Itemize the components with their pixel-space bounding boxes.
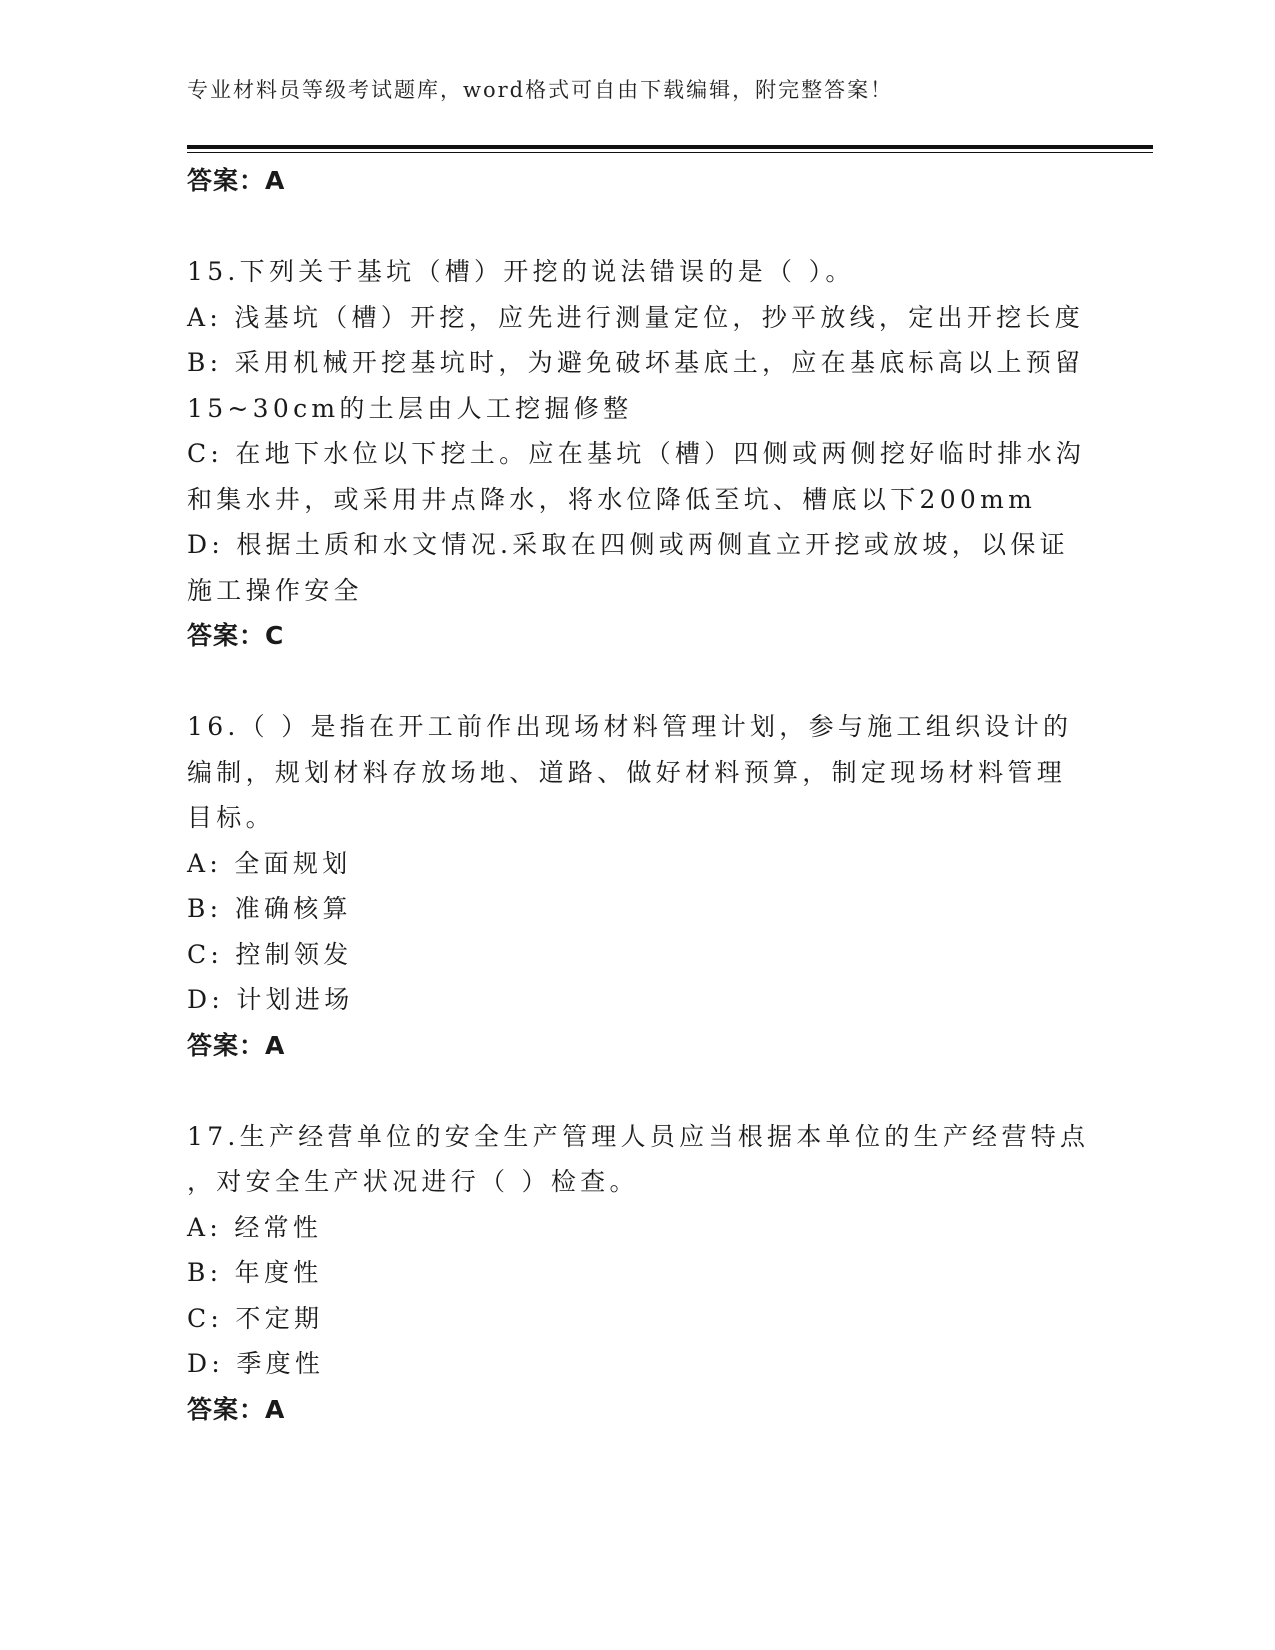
question-line: 和集水井，或采用井点降水，将水位降低至坑、槽底以下200mm (187, 484, 1037, 514)
answer-line: 答案：A (187, 1030, 286, 1060)
question-line: 目标。 (187, 803, 275, 832)
page-header: 专业材料员等级考试题库，word格式可自由下载编辑，附完整答案！ (187, 78, 894, 102)
blank-line (187, 1068, 1087, 1114)
question-line: 15~30cm的土层由人工挖掘修整 (187, 393, 633, 423)
question-line: 17.生产经营单位的安全生产管理人员应当根据本单位的生产经营特点 (187, 1121, 1090, 1151)
question-line: B: 采用机械开挖基坑时，为避免破坏基底土，应在基底标高以上预留 (187, 348, 1085, 377)
header-rule-thin (187, 152, 1153, 153)
question-line: 施工操作安全 (187, 575, 363, 605)
question-line: 15.下列关于基坑（槽）开挖的说法错误的是（ ）。 (187, 257, 855, 286)
question-line: C: 控制领发 (187, 939, 353, 969)
answer-line: 答案：C (187, 621, 285, 650)
question-line: D: 季度性 (187, 1349, 325, 1378)
blank-line (187, 659, 1087, 705)
question-line: C: 在地下水位以下挖土。应在基坑（槽）四侧或两侧挖好临时排水沟 (187, 439, 1086, 468)
question-line: D: 根据土质和水文情况.采取在四侧或两侧直立开挖或放坡，以保证 (187, 530, 1069, 559)
question-content (187, 158, 1090, 1432)
question-line: 16.（ ）是指在开工前作出现场材料管理计划，参与施工组织设计的 (187, 712, 1073, 741)
question-line: B: 准确核算 (187, 894, 352, 923)
header-rule-thick (187, 145, 1153, 149)
question-line: 编制，规划材料存放场地、道路、做好材料预算，制定现场材料管理 (187, 757, 1067, 787)
question-line: B: 年度性 (187, 1258, 323, 1287)
question-line: D: 计划进场 (187, 985, 354, 1014)
question-line: A: 浅基坑（槽）开挖，应先进行测量定位，抄平放线，定出开挖长度 (187, 302, 1085, 332)
answer-line: 答案：A (187, 1394, 286, 1424)
blank-line (187, 204, 1087, 250)
question-line: A: 经常性 (187, 1212, 323, 1242)
answer-line: 答案：A (187, 166, 286, 195)
question-line: A: 全面规划 (187, 848, 352, 878)
question-line: ，对安全生产状况进行（ ）检查。 (187, 1167, 639, 1196)
question-line: C: 不定期 (187, 1303, 324, 1333)
